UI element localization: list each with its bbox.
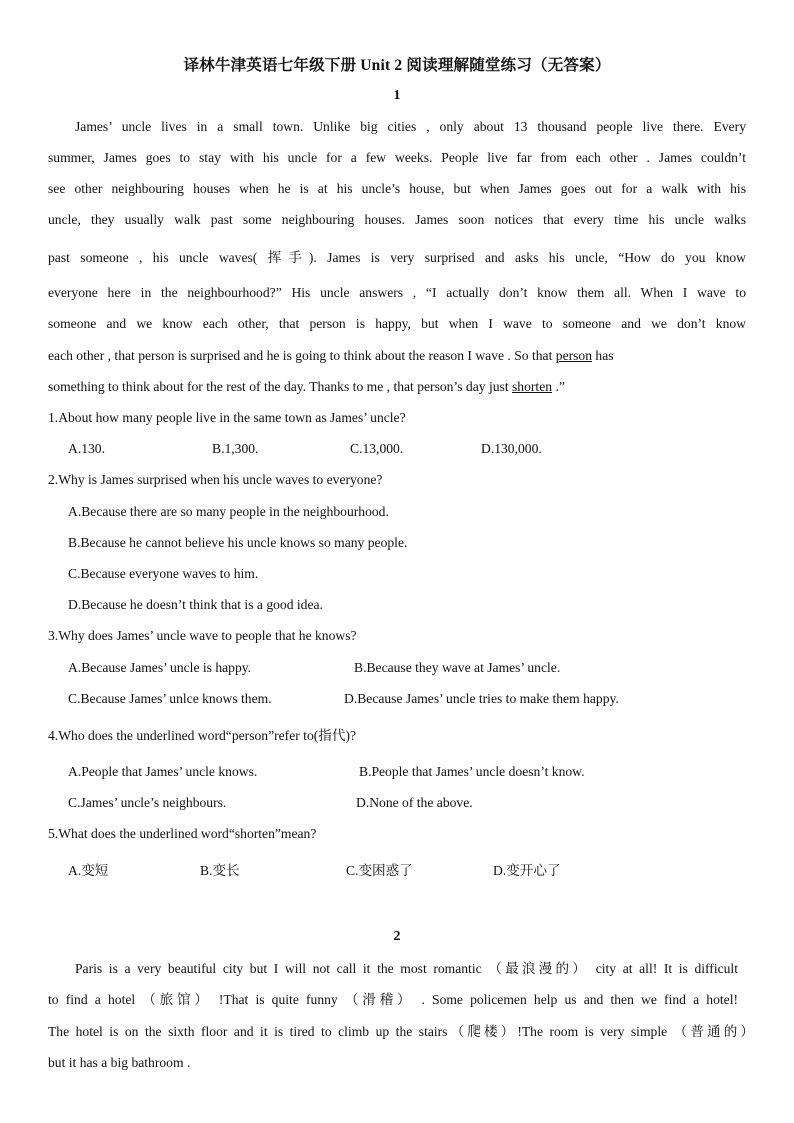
passage-1-line-9 bbox=[48, 378, 746, 396]
question-2-option-d: D.Because he doesn’t think that is a good idea. bbox=[68, 597, 323, 612]
passage-2-line-2: to find a hotel （旅馆） !That is quite funny （滑稽） . Some policemen help us and then we find a hotel! bbox=[48, 992, 738, 1007]
page-title: 译林牛津英语七年级下册 Unit 2 阅读理解随堂练习（无答案） bbox=[183, 57, 611, 74]
question-1-option-c: C.13,000. bbox=[350, 441, 404, 456]
question-4-option-b: B.People that James’ uncle doesn’t know. bbox=[359, 764, 585, 779]
question-5-option-a: A.变短 bbox=[68, 863, 109, 878]
passage-1-line-9-end: .” bbox=[552, 379, 565, 394]
question-4-option-a: A.People that James’ uncle knows. bbox=[68, 764, 258, 779]
passage-1-line-5: past someone , his uncle waves( 挥手). James is very surprised and asks his uncle, “How do you know bbox=[48, 250, 746, 265]
section-1-number: 1 bbox=[393, 88, 401, 103]
section-2-number: 2 bbox=[393, 929, 401, 944]
question-2-stem: 2.Why is James surprised when his uncle waves to everyone? bbox=[48, 472, 383, 487]
passage-2-line-1: Paris is a very beautiful city but I will not call it the most romantic （最浪漫的） city at all! It is difficult bbox=[75, 961, 738, 976]
question-2-option-b: B.Because he cannot believe his uncle knows so many people. bbox=[68, 535, 408, 550]
question-5-option-b: B.变长 bbox=[200, 863, 240, 878]
question-5-stem: 5.What does the underlined word“shorten”mean? bbox=[48, 826, 317, 841]
question-3-option-d: D.Because James’ uncle tries to make them happy. bbox=[344, 691, 619, 706]
question-1-option-d: D.130,000. bbox=[481, 441, 542, 456]
passage-1-line-9-text: something to think about for the rest of the day. Thanks to me , that person’s day just bbox=[48, 379, 509, 394]
passage-1-line-1: James’ uncle lives in a small town. Unlike big cities , only about 13 thousand people live there. Every bbox=[75, 119, 746, 134]
question-5-option-c: C.变困惑了 bbox=[346, 863, 413, 878]
question-1-stem: 1.About how many people live in the same town as James’ uncle? bbox=[48, 410, 406, 425]
passage-1-line-2: summer, James goes to stay with his uncle for a few weeks. People live far from each other . James couldn’t bbox=[48, 150, 746, 165]
question-3-option-c: C.Because James’ unlce knows them. bbox=[68, 691, 272, 706]
passage-1-line-4: uncle, they usually walk past some neighbouring houses. James soon notices that every time his uncle walks bbox=[48, 212, 746, 227]
passage-1-line-6: everyone here in the neighbourhood?” His uncle answers , “I actually don’t know them all. When I wave to bbox=[48, 285, 746, 300]
passage-1-line-8-text: each other , that person is surprised and he is going to think about the reason I wave . So that bbox=[48, 348, 553, 363]
question-2-option-a: A.Because there are so many people in the neighbourhood. bbox=[68, 504, 389, 519]
question-3-option-b: B.Because they wave at James’ uncle. bbox=[354, 660, 561, 675]
passage-1-line-3: see other neighbouring houses when he is at his uncle’s house, but when James goes out for a walk with his bbox=[48, 181, 746, 196]
question-4-option-c: C.James’ uncle’s neighbours. bbox=[68, 795, 227, 810]
question-1-option-b: B.1,300. bbox=[212, 441, 259, 456]
passage-2-line-4: but it has a big bathroom . bbox=[48, 1055, 191, 1070]
underlined-word-shorten: shorten bbox=[512, 379, 553, 394]
passage-1-line-7: someone and we know each other, that person is happy, but when I wave to someone and we don’t know bbox=[48, 316, 746, 331]
question-3-stem: 3.Why does James’ uncle wave to people that he knows? bbox=[48, 628, 357, 643]
underlined-word-person: person bbox=[555, 348, 593, 363]
question-2-option-c: C.Because everyone waves to him. bbox=[68, 566, 259, 581]
question-4-stem: 4.Who does the underlined word“person”refer to(指代)? bbox=[48, 728, 357, 743]
question-3-option-a: A.Because James’ uncle is happy. bbox=[68, 660, 252, 675]
passage-2-line-3: The hotel is on the sixth floor and it is tired to climb up the stairs（爬楼）!The room is very simple （普通的） bbox=[48, 1024, 754, 1039]
question-1-option-a: A.130. bbox=[68, 441, 106, 456]
passage-1-line-8-end: has bbox=[592, 348, 614, 363]
question-5-option-d: D.变开心了 bbox=[493, 863, 561, 878]
passage-1-line-8 bbox=[48, 347, 746, 365]
question-4-option-d: D.None of the above. bbox=[356, 795, 473, 810]
